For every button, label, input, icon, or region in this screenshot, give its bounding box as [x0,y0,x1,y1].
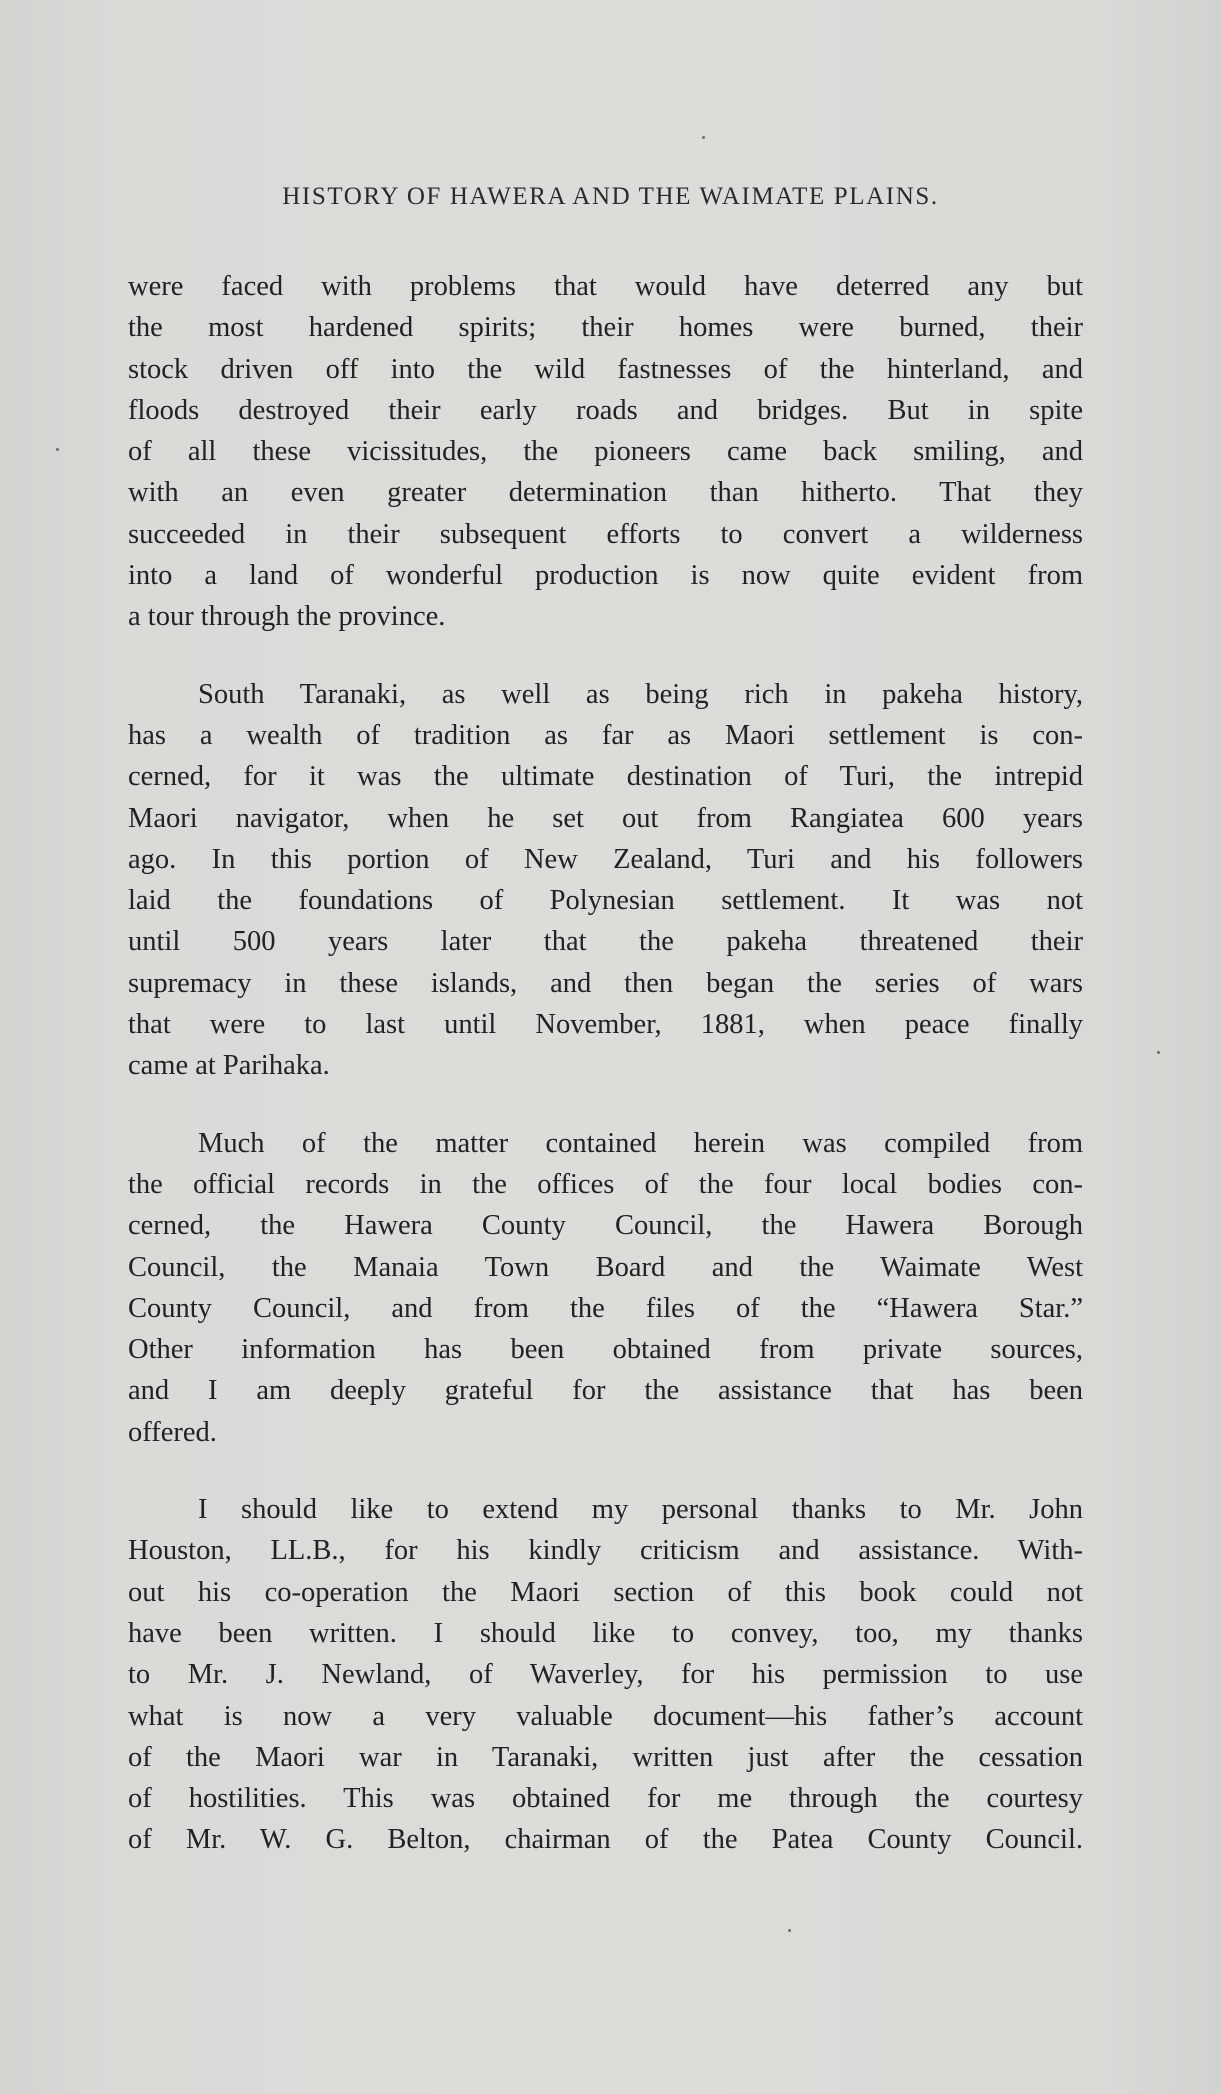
text-line: ago. In this portion of New Zealand, Turi and his followers [128,843,1083,875]
text-line: of hostilities. This was obtained for me through the courtesy [128,1783,1083,1815]
body-text [128,266,1083,1897]
text-line: and I am deeply grateful for the assistance that has been [128,1375,1083,1407]
text-line: of all these vicissitudes, the pioneers came back smiling, and [128,436,1083,468]
paragraph-2 [128,674,1083,1087]
paragraph-4 [128,1489,1083,1861]
text-line: offered. [128,1416,217,1448]
text-line: came at Parihaka. [128,1050,330,1082]
text-line: Council, the Manaia Town Board and the Waimate West [128,1251,1083,1283]
text-line: laid the foundations of Polynesian settlement. It was not [128,885,1083,917]
paper-speck [1157,1051,1160,1054]
paragraph-1 [128,266,1083,638]
text-line: what is now a very valuable document—his father’s account [128,1700,1083,1732]
text-line: to Mr. J. Newland, of Waverley, for his permission to use [128,1659,1083,1691]
text-line: until 500 years later that the pakeha threatened their [128,926,1083,958]
text-line: that were to last until November, 1881, when peace finally [128,1009,1083,1041]
text-line: succeeded in their subsequent efforts to convert a wilderness [128,518,1083,550]
text-line: has a wealth of tradition as far as Maori settlement is con- [128,719,1083,751]
text-line: supremacy in these islands, and then began the series of wars [128,967,1083,999]
text-line: a tour through the province. [128,601,446,633]
text-line: out his co-operation the Maori section of this book could not [128,1576,1083,1608]
text-line: of the Maori war in Taranaki, written just after the cessation [128,1741,1083,1773]
text-line: Houston, LL.B., for his kindly criticism and assistance. With- [128,1535,1083,1567]
text-line: cerned, for it was the ultimate destination of Turi, the intrepid [128,761,1083,793]
text-line: Other information has been obtained from private sources, [128,1334,1083,1366]
text-line: were faced with problems that would have deterred any but [128,271,1083,302]
text-line: into a land of wonderful production is now quite evident from [128,560,1083,592]
text-line: I should like to extend my personal thanks to Mr. John [198,1494,1083,1526]
text-line: the most hardened spirits; their homes were burned, their [128,312,1083,344]
text-line: stock driven off into the wild fastnesses of the hinterland, and [128,353,1083,385]
text-line: have been written. I should like to convey, too, my thanks [128,1617,1083,1649]
text-line: floods destroyed their early roads and bridges. But in spite [128,394,1083,426]
running-head: HISTORY OF HAWERA AND THE WAIMATE PLAINS. [282,183,939,210]
text-line: with an even greater determination than hitherto. That they [128,477,1083,509]
paper-speck [56,448,59,451]
paper-speck [788,1929,791,1932]
paragraph-3 [128,1123,1083,1453]
text-line: of Mr. W. G. Belton, chairman of the Patea County Council. [128,1824,1083,1856]
text-line: South Taranaki, as well as being rich in pakeha history, [198,678,1083,710]
text-line: the official records in the offices of the four local bodies con- [128,1168,1083,1200]
text-line: County Council, and from the files of the “Hawera Star.” [128,1292,1083,1324]
paper-speck [702,136,705,139]
text-line: cerned, the Hawera County Council, the Hawera Borough [128,1210,1083,1242]
text-line: Much of the matter contained herein was compiled from [198,1127,1083,1159]
text-line: Maori navigator, when he set out from Rangiatea 600 years [128,802,1083,834]
